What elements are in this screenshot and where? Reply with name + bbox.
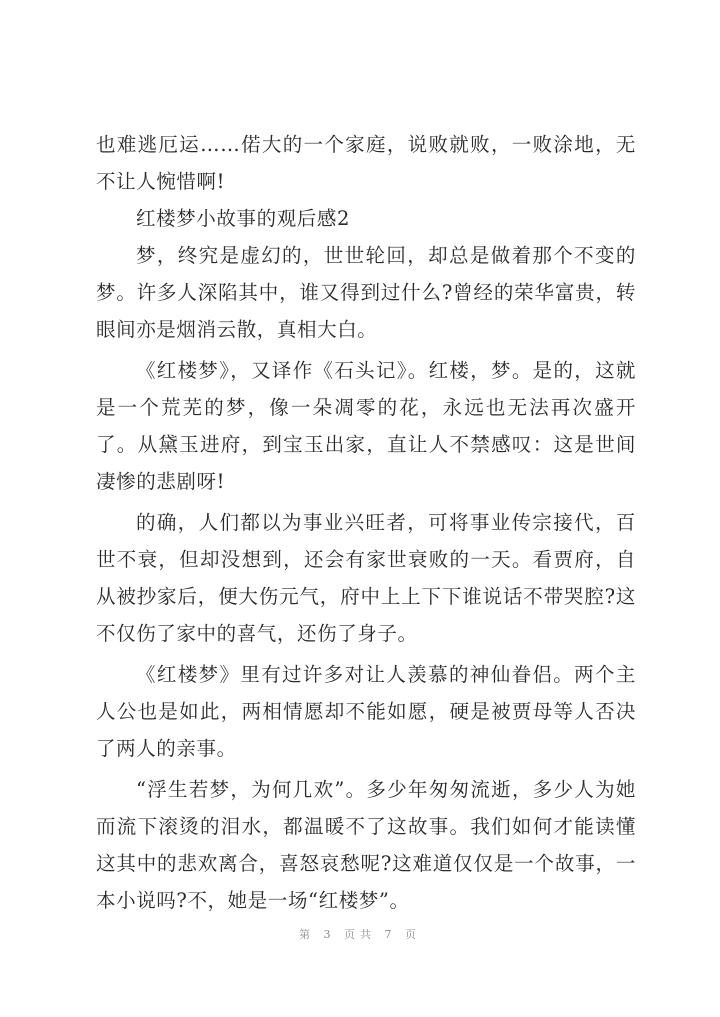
paragraph: “浮生若梦，为何几欢”。多少年匆匆流逝，多少人为她而流下滚烫的泪水，都温暖不了这故事。我们如何才能读懂这其中的悲欢离合，喜怒哀愁呢?这难道仅仅是一个故事，一本小说吗?不，她是一场“红楼梦”。 — [96, 778, 636, 912]
section-heading: 红楼梦小故事的观后感2 — [136, 207, 351, 230]
paragraph-continued: 也难逃厄运……偌大的一个家庭，说败就败，一败涂地，无不让人惋惜啊! — [96, 133, 636, 193]
document-body — [96, 126, 636, 919]
paragraph: 《红楼梦》里有过许多对让人羡慕的神仙眷侣。两个主人公也是如此，两相情愿却不能如愿，硬是被贾母等人否决了两人的亲事。 — [96, 663, 636, 760]
paragraph: 梦，终究是虚幻的，世世轮回，却总是做着那个不变的梦。许多人深陷其中，谁又得到过什么?曾经的荣华富贵，转眼间亦是烟消云散，真相大白。 — [96, 244, 636, 341]
paragraph: 《红楼梦》，又译作《石头记》。红楼，梦。是的，这就是一个荒芜的梦，像一朵凋零的花，永远也无法再次盛开了。从黛玉进府，到宝玉出家，直让人不禁感叹：这是世间凄惨的悲剧呀! — [96, 359, 636, 493]
paragraph: 的确，人们都以为事业兴旺者，可将事业传宗接代，百世不衰，但却没想到，还会有家世衰败的一天。看贾府，自从被抄家后，便大伤元气，府中上上下下谁说话不带哭腔?这不仅伤了家中的喜气，还伤了身子。 — [96, 511, 636, 645]
page-number-footer: 第 3 页共 7 页 — [299, 928, 421, 941]
